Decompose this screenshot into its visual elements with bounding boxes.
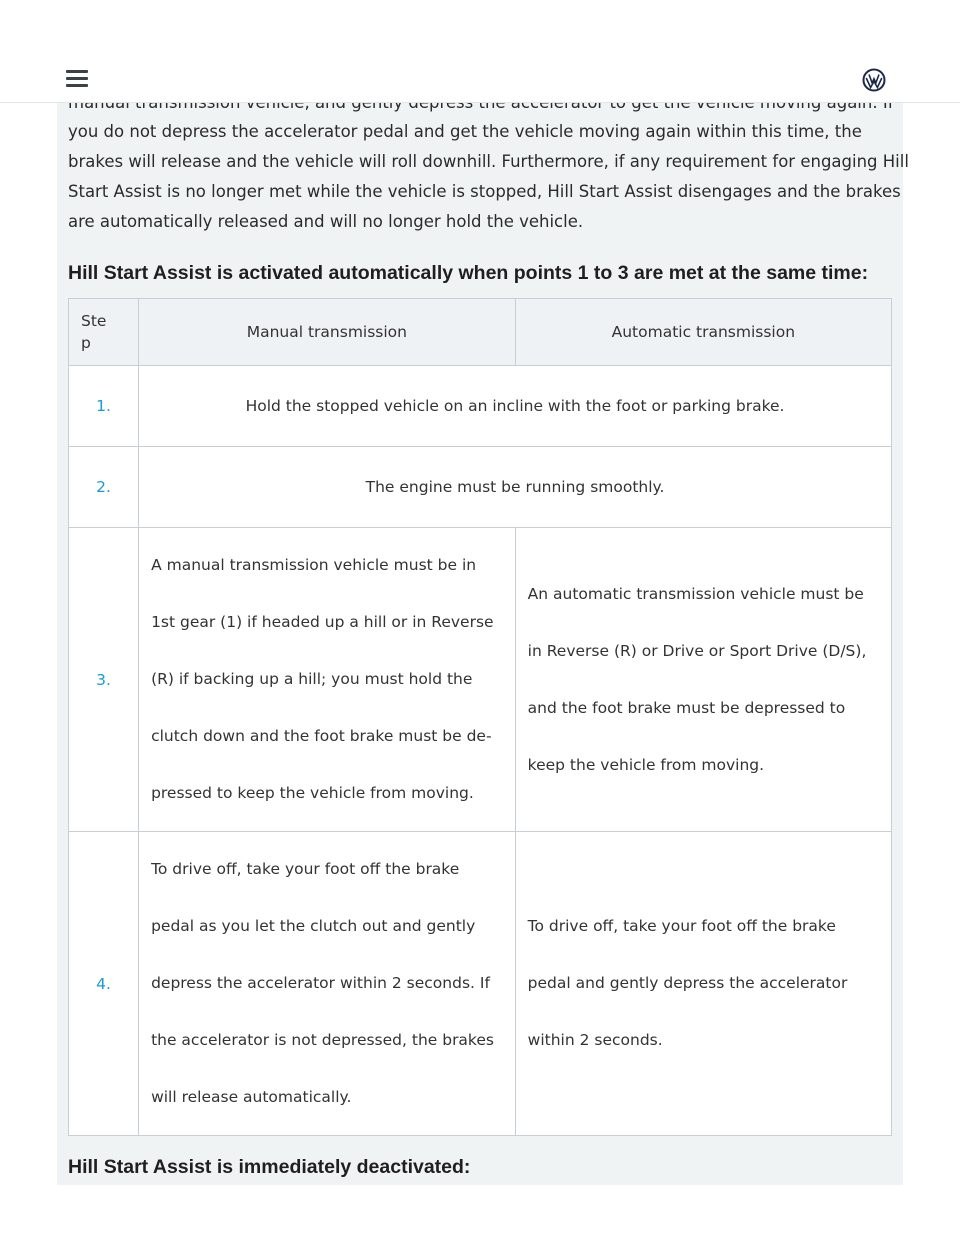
text-line: pressed to keep the vehicle from moving.	[151, 784, 474, 802]
heading-deactivation: Hill Start Assist is immediately deactivated:	[68, 1156, 471, 1178]
table-row	[69, 366, 892, 447]
header-step-label: Step	[81, 312, 107, 352]
intro-line: Start Assist is no longer met while the vehicle is stopped, Hill Start Assist disengages and the brakes	[68, 182, 901, 201]
intro-line: brakes will release and the vehicle will roll downhill. Furthermore, if any requirement for engaging Hill	[68, 152, 909, 171]
text-line: will release automatically.	[151, 1088, 352, 1106]
text-line: To drive off, take your foot off the brake	[527, 917, 836, 935]
manual-text	[139, 528, 516, 832]
text-line: (R) if backing up a hill; you must hold the	[151, 670, 473, 688]
automatic-text	[515, 528, 891, 832]
text-line: within 2 seconds.	[527, 1031, 663, 1049]
top-bar	[0, 0, 960, 103]
text-line: clutch down and the foot brake must be de-	[151, 727, 492, 745]
text-line: pedal as you let the clutch out and gently	[151, 917, 476, 935]
header-manual: Manual transmission	[139, 299, 516, 366]
text-line: An automatic transmission vehicle must be	[527, 584, 864, 603]
text-line: 1st gear (1) if headed up a hill or in Reverse	[151, 613, 494, 631]
step-number: 3.	[69, 528, 139, 832]
table-row	[69, 528, 892, 832]
text-line: and the foot brake must be depressed to	[527, 698, 846, 717]
step-number: 4.	[69, 832, 139, 1136]
text-line: depress the accelerator within 2 seconds. If	[151, 974, 490, 992]
manual-text	[139, 832, 516, 1136]
text-line: A manual transmission vehicle must be in	[151, 556, 477, 574]
steps-table	[68, 298, 892, 1136]
automatic-text	[515, 832, 891, 1136]
text-line: pedal and gently depress the accelerator	[527, 974, 848, 992]
table-row	[69, 832, 892, 1136]
table-row	[69, 447, 892, 528]
step-text-both: The engine must be running smoothly.	[139, 447, 892, 528]
vw-logo-icon[interactable]	[862, 68, 886, 92]
hamburger-menu-icon[interactable]	[66, 70, 88, 90]
step-text-both: Hold the stopped vehicle on an incline with the foot or parking brake.	[139, 366, 892, 447]
table-header-row	[69, 299, 892, 366]
text-line: To drive off, take your foot off the brake	[151, 860, 460, 878]
text-line: in Reverse (R) or Drive or Sport Drive (D/S),	[527, 641, 867, 660]
heading-activation: Hill Start Assist is activated automatically when points 1 to 3 are met at the same time:	[68, 262, 869, 284]
header-automatic: Automatic transmission	[515, 299, 891, 366]
text-line: keep the vehicle from moving.	[527, 755, 765, 774]
intro-line: are automatically released and will no longer hold the vehicle.	[68, 212, 584, 231]
header-step	[69, 299, 139, 366]
intro-line: you do not depress the accelerator pedal and get the vehicle moving again within this time, the	[68, 122, 862, 141]
text-line: the accelerator is not depressed, the brakes	[151, 1031, 494, 1049]
intro-paragraph	[68, 117, 909, 237]
step-number: 2.	[69, 447, 139, 528]
step-number: 1.	[69, 366, 139, 447]
